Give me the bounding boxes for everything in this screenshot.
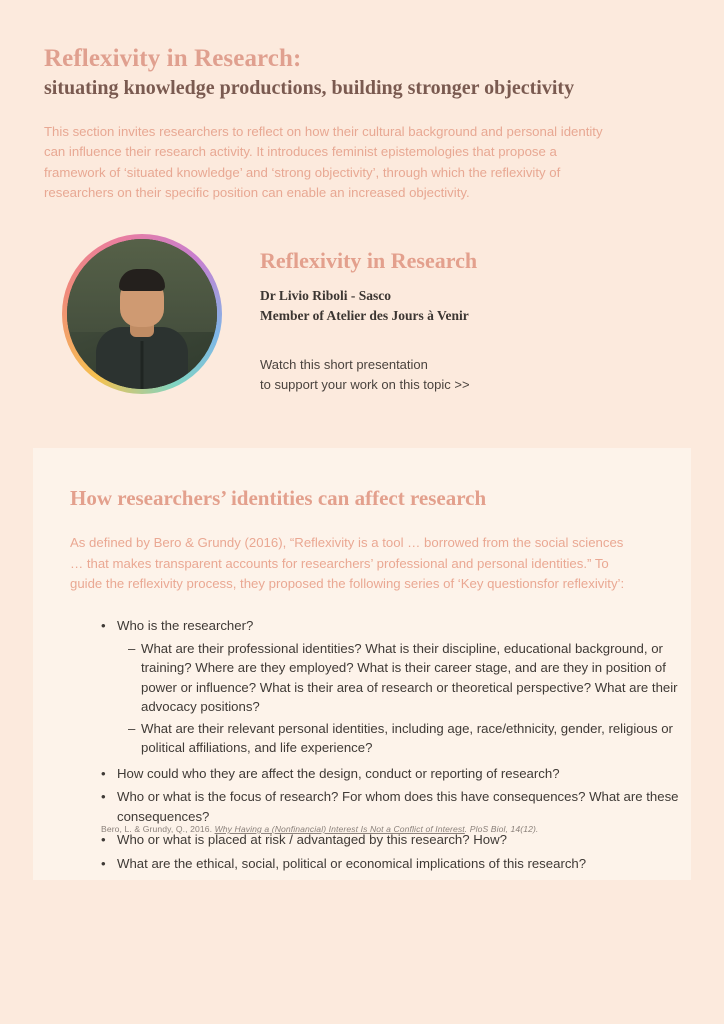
bullet-icon: • [101, 765, 106, 781]
page-title: Reflexivity in Research: [44, 45, 302, 72]
citation-link[interactable]: Why Having a (Nonfinancial) Interest Is Not a Conflict of Interest [214, 824, 465, 834]
speaker-block [44, 228, 684, 393]
list-item-text: Who or what is the focus of research? For whom does this have consequences? What are these consequences? [117, 789, 679, 824]
list-item [101, 854, 679, 874]
bullet-icon: • [101, 855, 106, 871]
avatar-shirt-placket [141, 341, 144, 389]
card-title: How researchers’ identities can affect research [70, 486, 487, 510]
sub-list-item-text: What are their relevant personal identities, including age, race/ethnicity, gender, religious or political affiliations, and life experience? [141, 720, 673, 756]
dash-icon: – [128, 720, 136, 736]
avatar[interactable] [62, 234, 222, 394]
citation-prefix: Bero, L. & Grundy, Q., 2016. [101, 824, 215, 834]
sub-list [117, 639, 679, 758]
citation [101, 824, 661, 834]
watch-presentation-link[interactable] [260, 355, 680, 394]
list-item [101, 787, 679, 826]
cta-line-1: Watch this short presentation [260, 357, 428, 373]
list-item-text: What are the ethical, social, political or economical implications of this research? [117, 855, 587, 871]
bullet-icon: • [101, 789, 106, 805]
citation-suffix: . PloS Biol, 14(12). [464, 824, 539, 834]
avatar-photo [67, 239, 217, 389]
sub-list-item [128, 719, 679, 758]
bullet-icon: • [101, 832, 106, 848]
speaker-name: Dr Livio Riboli - Sasco [260, 288, 392, 303]
page-subtitle: situating knowledge productions, building stronger objectivity [44, 77, 575, 99]
intro-paragraph: This section invites researchers to reflect on how their cultural background and personal identity can influence their research activity. It introduces feminist epistemologies that propose a framework of ‘situated knowledge’ and ‘strong objectivity’, through which the reflexivity of researchers on their specific position can enable an increased objectivity. [44, 124, 603, 201]
speaker-details [260, 248, 680, 394]
sub-list-item-text: What are their professional identities? What is their discipline, educational background, or training? Where are they employed? What is their career stage, and are they in position of power or influence? What is their area of research or theoretical perspective? What are their advocacy positions? [141, 640, 678, 715]
sub-list-item [128, 639, 679, 717]
list-item [101, 616, 679, 758]
content-card [33, 448, 691, 880]
cta-line-2: to support your work on this topic >> [260, 376, 470, 392]
video-title: Reflexivity in Research [260, 248, 478, 273]
dash-icon: – [128, 640, 136, 656]
bullet-icon: • [101, 618, 106, 633]
speaker-affiliation: Member of Atelier des Jours à Venir [260, 307, 469, 323]
list-item [101, 764, 679, 784]
list-item-text: Who is the researcher? [117, 618, 254, 633]
avatar-hair [119, 269, 165, 291]
list-item-text: How could who they are affect the design, conduct or reporting of research? [117, 765, 560, 781]
key-questions-list [95, 616, 679, 877]
card-quote: As defined by Bero & Grundy (2016), “Reflexivity is a tool … borrowed from the social sciences … that makes transparent accounts for researchers’ professional and personal identities.” To guide the reflexivity process, they proposed the following series of ‘Key questionsfor reflexivity’: [70, 535, 625, 592]
list-item-text: Who or what is placed at risk / advantaged by this research? How? [117, 832, 507, 848]
header [44, 44, 684, 217]
